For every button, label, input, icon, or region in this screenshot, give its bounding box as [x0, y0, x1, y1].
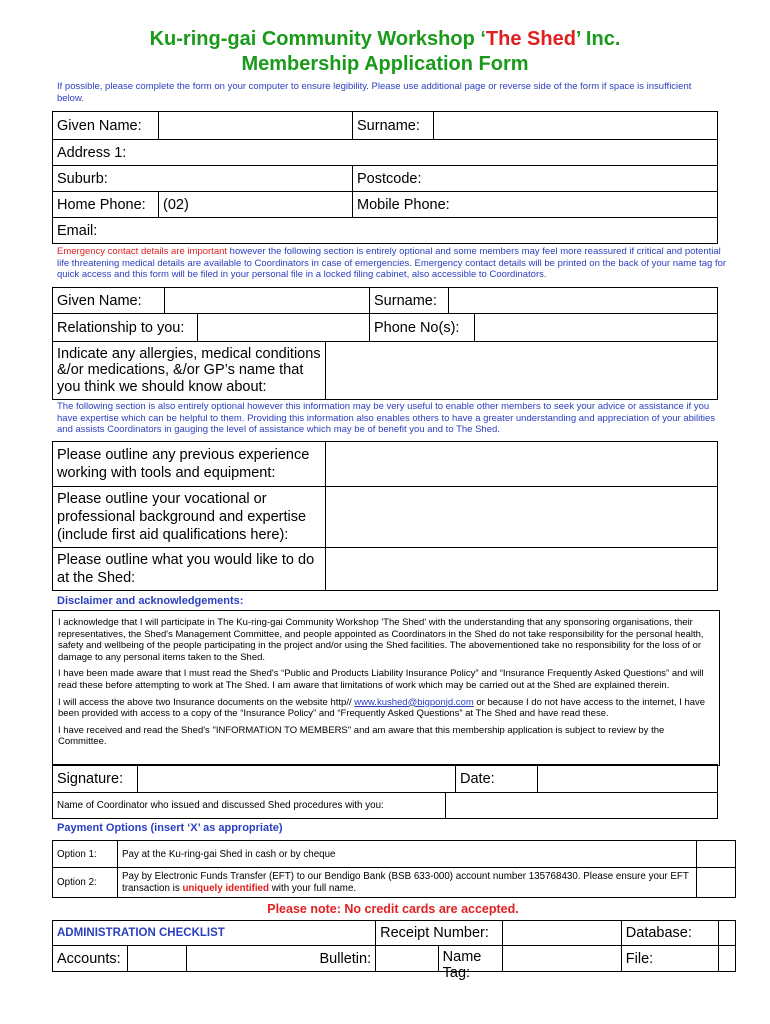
surname-field[interactable] [434, 112, 718, 140]
option1-text: Pay at the Ku-ring-gai Shed in cash or by cheque [118, 841, 697, 868]
disclaimer-p3: I will access the above two Insurance documents on the website http// www.kushed@bigponjd.com or because I do not have access to the internet, I have been provided with access to a copy of the “Insurance Policy” and “Frequently Asked Questions” at The Shed and have read these. [58, 696, 706, 720]
signature-field[interactable] [138, 765, 456, 793]
option2-text: Pay by Electronic Funds Transfer (EFT) to our Bendigo Bank (BSB 633-000) account number 135768430. Please ensure your EFT transaction is uniquely identified with your full name. [118, 868, 697, 898]
allergies-field[interactable] [326, 342, 718, 400]
allergies-table [52, 341, 718, 400]
vocational-label: Please outline your vocational or professional background and expertise (include first aid qualifications here): [53, 487, 326, 548]
name-tag-checkbox[interactable] [502, 946, 621, 972]
title-highlight: The Shed [485, 28, 576, 50]
option1-checkbox[interactable] [697, 841, 736, 868]
disclaimer-heading: Disclaimer and acknowledgements: [57, 595, 244, 607]
experience-table [52, 441, 718, 591]
database-label: Database: [621, 921, 718, 946]
coordinator-table [52, 792, 718, 819]
tools-experience-field[interactable] [326, 442, 718, 487]
phone-numbers-field[interactable] [475, 314, 718, 342]
emergency-surname-label: Surname: [370, 288, 449, 314]
admin-table [52, 920, 736, 981]
date-label: Date: [456, 765, 538, 793]
signature-table [52, 764, 718, 793]
disclaimer-p4: I have received and read the Shed's "INFORMATION TO MEMBERS" and am aware that this membership application is subject to review by the Committee. [58, 724, 665, 748]
shed-goals-field[interactable] [326, 548, 718, 591]
surname-label: Surname: [353, 112, 434, 140]
signature-label: Signature: [53, 765, 138, 793]
phone-numbers-label: Phone No(s): [370, 314, 475, 342]
optional-note: The following section is also entirely optional however this information may be very useful to enable other members to seek your advice or assistance if you have expertise which can be helpful to them. Providing this information also enables others to have a greater understanding and appreciation of your abilities and assists Coordinators in gauging the level of assistance which may be of benefit you and to The Shed. [57, 401, 716, 436]
option2-label: Option 2: [53, 868, 118, 898]
member-details-table [52, 111, 718, 244]
emergency-note: Emergency contact details are important however the following section is entirely optional and some members may feel more reassured if critical and potential life threatening medical details are available to Coordinators in case of emergencies. Emergency contact details will be printed on the back of your name tag for quick access and this form will be filed in your personal file in a locked filing cabinet, also accessible to Coordinators. [57, 246, 727, 281]
emergency-surname-field[interactable] [449, 288, 718, 314]
disclaimer-p1: I acknowledge that I will participate in The Ku-ring-gai Community Workshop 'The Shed' with the understanding that any sponsoring organisations, their representatives, the Shed's Management Committee, and people appointed as Coordinators in the Shed do not take responsibility for the personal health, safety and wellbeing of the people participating in the project and/or using the Shed facilities. The abovementioned take no responsibility for the loss of or damage to any personal items taken to the Shed. [58, 617, 704, 663]
mobile-phone-field[interactable]: Mobile Phone: [353, 192, 718, 218]
file-checkbox[interactable] [718, 946, 735, 972]
payment-table [52, 840, 736, 898]
option1-label: Option 1: [53, 841, 118, 868]
coordinator-field[interactable] [446, 793, 718, 819]
coordinator-label: Name of Coordinator who issued and discussed Shed procedures with you: [53, 793, 446, 819]
option2-checkbox[interactable] [697, 868, 736, 898]
file-label: File: [621, 946, 718, 972]
address-field[interactable]: Address 1: [53, 140, 718, 166]
database-checkbox[interactable] [718, 921, 735, 946]
emergency-given-name-label: Given Name: [53, 288, 165, 314]
date-field[interactable] [538, 765, 718, 793]
emergency-given-name-field[interactable] [165, 288, 370, 314]
accounts-label: Accounts: [53, 946, 128, 972]
postcode-field[interactable]: Postcode: [353, 166, 718, 192]
bulletin-label: Bulletin: [187, 946, 376, 972]
disclaimer-p2: I have been made aware that I must read the Shed's “Public and Products Liability Insurance Policy” and “Insurance Frequently Asked Questions” and will read these before attempting to work at The Shed. I am aware that limitations of work which may be carried out at the Shed are explained therein. [58, 668, 704, 691]
receipt-field[interactable] [502, 921, 621, 946]
relationship-field[interactable] [198, 314, 370, 342]
vocational-field[interactable] [326, 487, 718, 548]
emergency-relationship-table [52, 313, 718, 342]
name-tag-label: Name Tag: [442, 949, 482, 981]
shed-goals-label: Please outline what you would like to do at the Shed: [53, 548, 326, 591]
suburb-field[interactable]: Suburb: [53, 166, 353, 192]
email-field[interactable]: Email: [53, 218, 718, 244]
allergies-label: Indicate any allergies, medical conditions &/or medications, &/or GP’s name that you think we should know about: [53, 342, 326, 400]
home-phone-field[interactable]: (02) [159, 192, 353, 218]
receipt-label: Receipt Number: [376, 921, 503, 946]
intro-note: If possible, please complete the form on your computer to ensure legibility. Please use additional page or reverse side of the form if space is insufficient below. [57, 81, 692, 104]
tools-experience-label: Please outline any previous experience working with tools and equipment: [53, 442, 326, 487]
emergency-contact-table [52, 287, 718, 314]
given-name-field[interactable] [159, 112, 353, 140]
bulletin-checkbox[interactable] [376, 946, 503, 981]
website-link[interactable]: www.kushed@bigponjd.com [354, 696, 474, 708]
relationship-label: Relationship to you: [53, 314, 198, 342]
payment-heading: Payment Options (insert ‘X’ as appropriate) [57, 822, 283, 834]
no-credit-note: Please note: No credit cards are accepted. [267, 902, 519, 916]
home-phone-label: Home Phone: [53, 192, 159, 218]
disclaimer-box [52, 610, 720, 766]
admin-heading: ADMINISTRATION CHECKLIST [53, 921, 376, 946]
form-title: Ku-ring-gai Community Workshop ‘The Shed’ Inc. [149, 28, 621, 50]
given-name-label: Given Name: [53, 112, 159, 140]
accounts-checkbox[interactable] [128, 946, 187, 972]
form-subtitle: Membership Application Form [241, 53, 529, 75]
